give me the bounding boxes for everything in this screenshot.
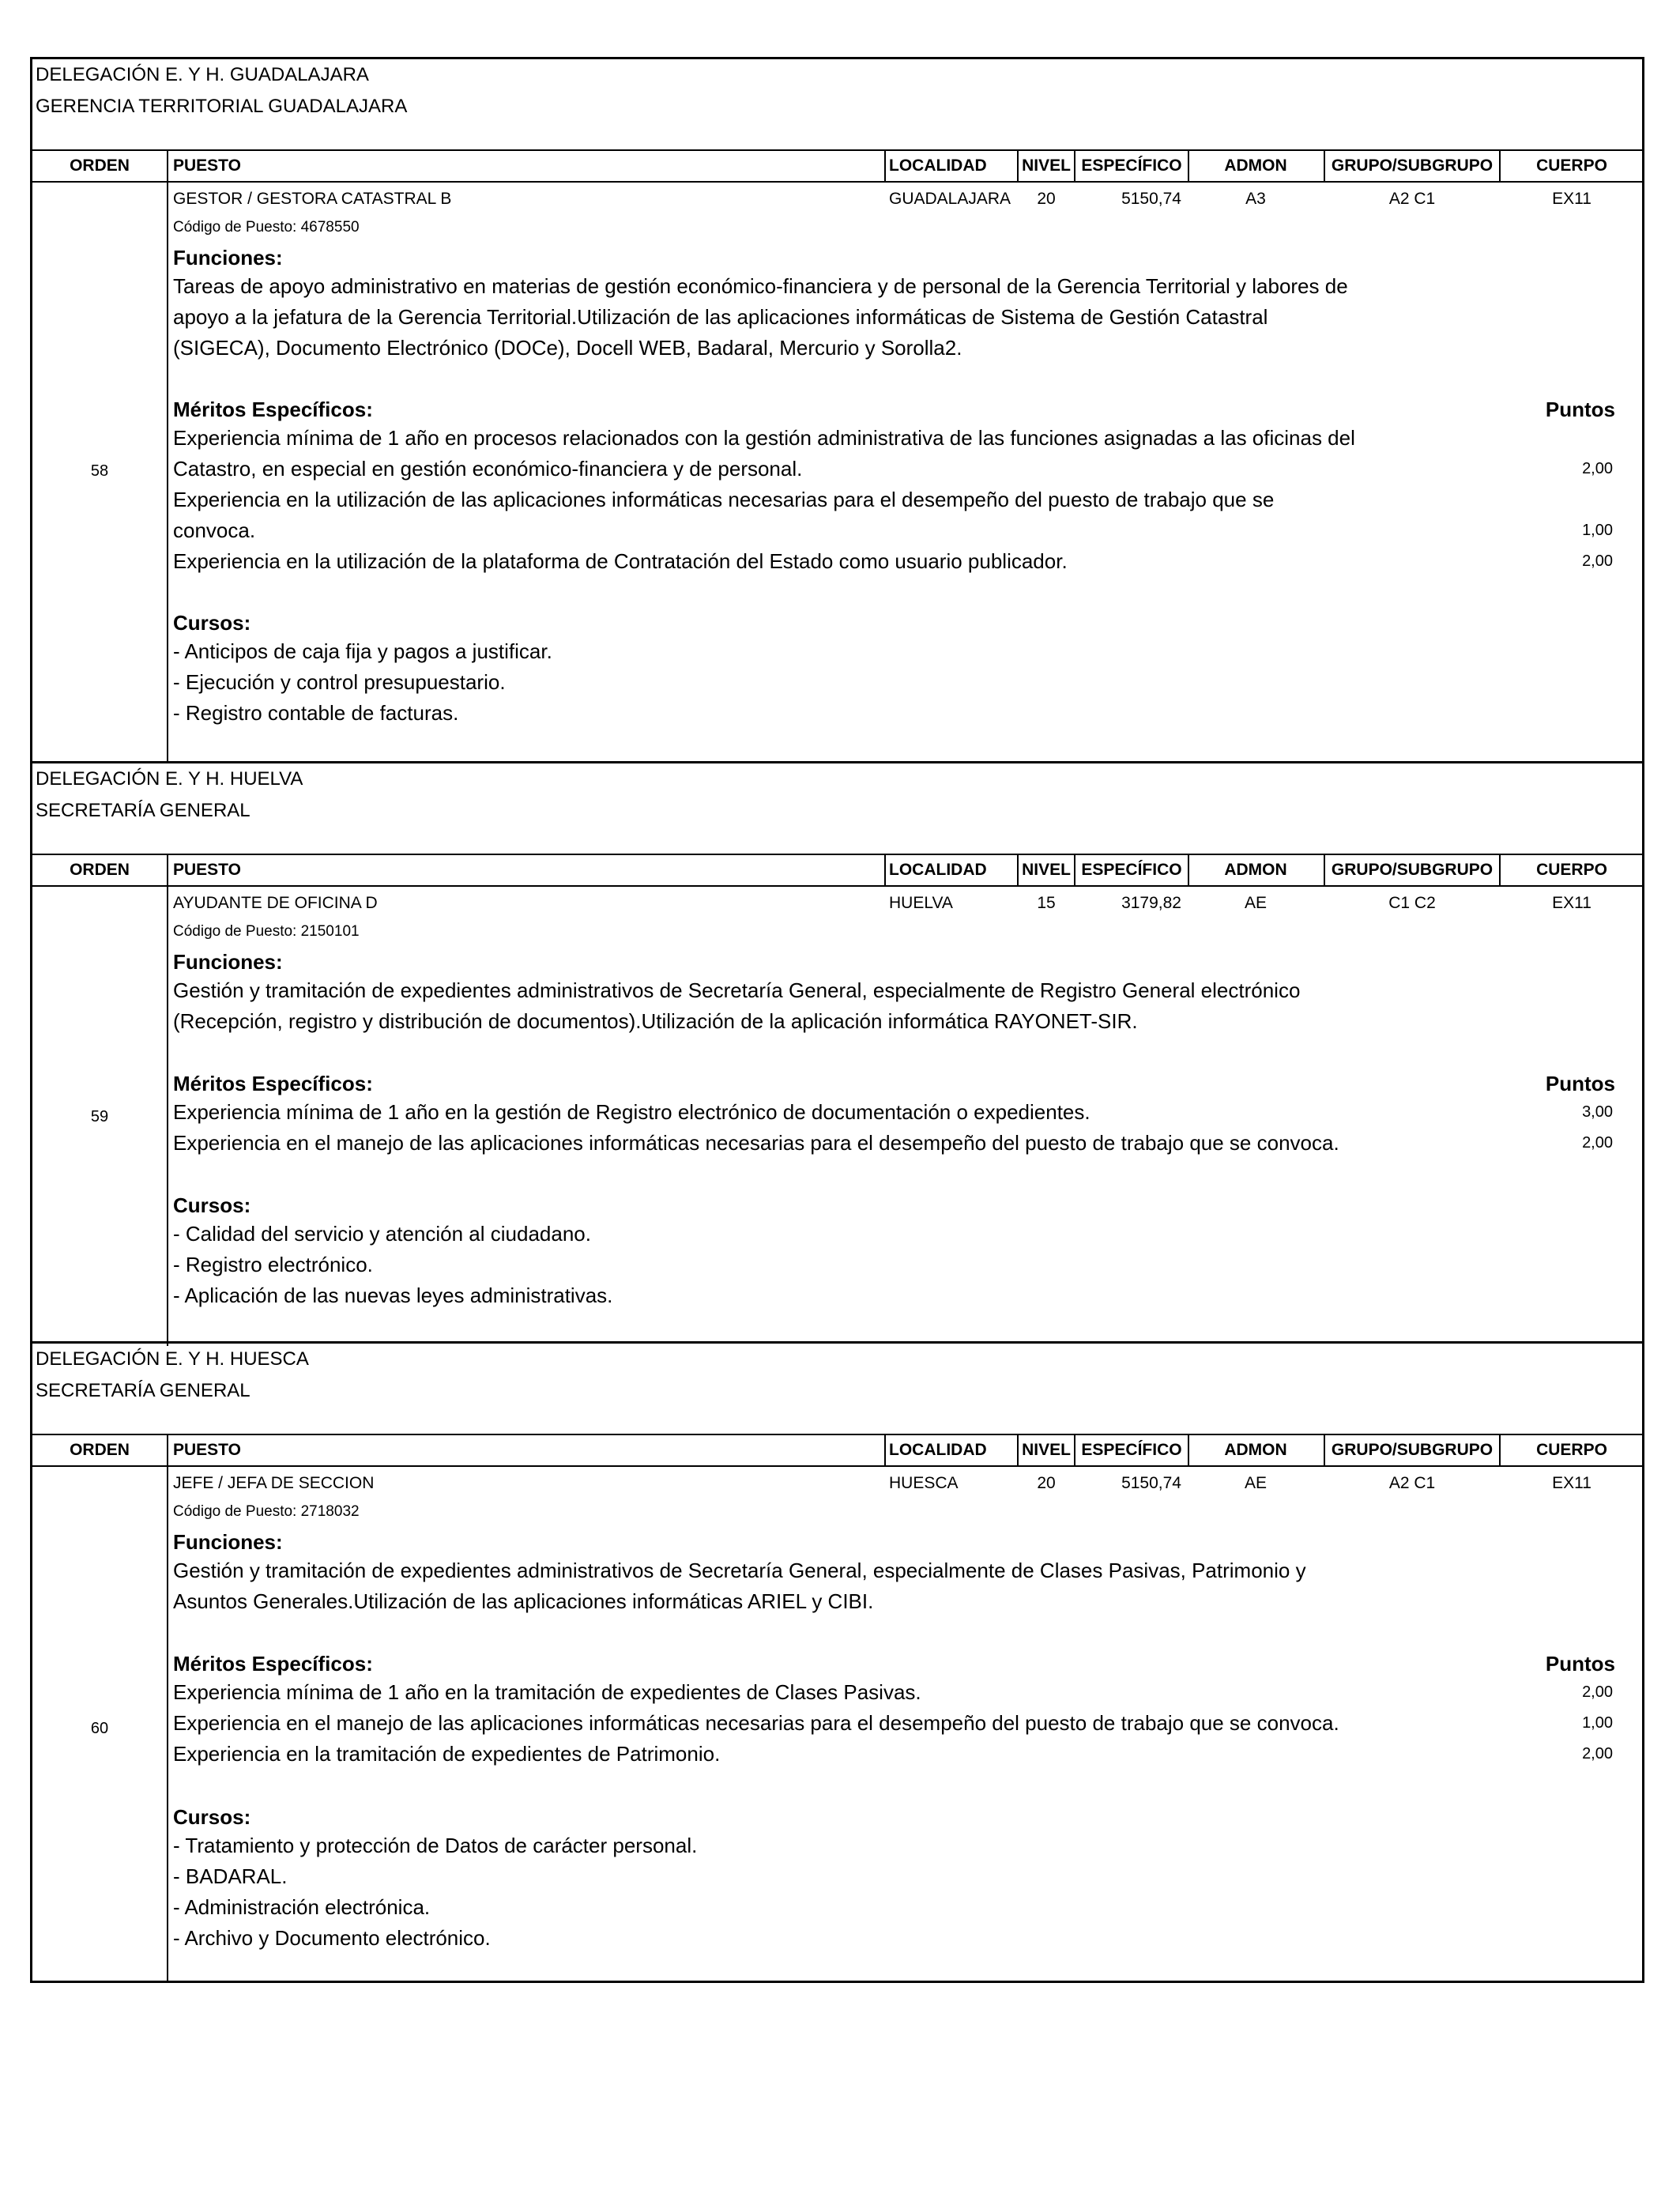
- orden-number: 58: [90, 462, 109, 480]
- puntos-label: Puntos: [1545, 1072, 1615, 1095]
- col-localidad: LOCALIDAD: [889, 156, 987, 175]
- position-section: [32, 761, 1642, 1346]
- col-nivel: NIVEL: [1022, 1441, 1071, 1459]
- curso-item: - BADARAL.: [173, 1864, 288, 1888]
- curso-item: - Registro electrónico.: [173, 1253, 373, 1276]
- especifico-value: 5150,74: [1121, 1474, 1181, 1492]
- funciones-text: apoyo a la jefatura de la Gerencia Territorial.Utilización de las aplicaciones informáticas de Sistema de Gestión Catastral: [173, 305, 1268, 329]
- curso-item: - Aplicación de las nuevas leyes administrativas.: [173, 1284, 613, 1307]
- col-grupo: GRUPO/SUBGRUPO: [1331, 1441, 1494, 1459]
- merito-puntos: 1,00: [1582, 1714, 1613, 1732]
- col-especifico: ESPECÍFICO: [1081, 861, 1182, 879]
- delegacion-title: DELEGACIÓN E. Y H. HUESCA: [36, 1348, 309, 1370]
- col-orden: ORDEN: [70, 156, 130, 175]
- nivel-value: 15: [1037, 894, 1056, 912]
- curso-item: - Administración electrónica.: [173, 1895, 431, 1919]
- cuerpo-value: EX11: [1552, 190, 1591, 208]
- codigo-puesto: Código de Puesto: 2718032: [173, 1503, 360, 1520]
- meritos-label: Méritos Específicos:: [173, 398, 373, 421]
- column-header-row: [32, 854, 1642, 887]
- merito-text: Experiencia en la utilización de la plataforma de Contratación del Estado como usuario publicador.: [173, 549, 1068, 573]
- nivel-value: 20: [1037, 190, 1056, 208]
- position-body: [32, 887, 1642, 1346]
- col-orden: ORDEN: [70, 861, 130, 879]
- merito-text: Experiencia en la utilización de las aplicaciones informáticas necesarias para el desempeño del puesto de trabajo que se: [173, 488, 1275, 511]
- grupo-value: A2 C1: [1388, 1474, 1436, 1492]
- curso-item: - Ejecución y control presupuestario.: [173, 670, 506, 694]
- cursos-label: Cursos:: [173, 611, 251, 635]
- especifico-value: 5150,74: [1121, 190, 1181, 208]
- puesto-name: GESTOR / GESTORA CATASTRAL B: [173, 190, 452, 208]
- especifico-value: 3179,82: [1121, 894, 1181, 912]
- merito-puntos: 2,00: [1582, 1683, 1613, 1701]
- localidad-value: GUADALAJARA: [889, 190, 1011, 208]
- col-orden: ORDEN: [70, 1441, 130, 1459]
- codigo-puesto: Código de Puesto: 2150101: [173, 923, 360, 940]
- puesto-name: AYUDANTE DE OFICINA D: [173, 894, 378, 912]
- puesto-name: JEFE / JEFA DE SECCION: [173, 1474, 375, 1492]
- meritos-label: Méritos Específicos:: [173, 1652, 373, 1676]
- merito-text: Catastro, en especial en gestión económico-financiera y de personal.: [173, 457, 803, 481]
- cuerpo-value: EX11: [1552, 894, 1591, 912]
- nivel-value: 20: [1037, 1474, 1056, 1492]
- merito-text: Experiencia mínima de 1 año en la tramitación de expedientes de Clases Pasivas.: [173, 1680, 921, 1704]
- merito-text: Experiencia en el manejo de las aplicaciones informáticas necesarias para el desempeño del puesto de trabajo que se convoca.: [173, 1711, 1339, 1735]
- col-admon: ADMON: [1224, 861, 1287, 879]
- col-especifico: ESPECÍFICO: [1081, 1441, 1182, 1459]
- merito-puntos: 3,00: [1582, 1103, 1613, 1121]
- position-body: [32, 183, 1642, 763]
- col-admon: ADMON: [1224, 1441, 1287, 1459]
- cursos-label: Cursos:: [173, 1805, 251, 1829]
- puntos-label: Puntos: [1545, 398, 1615, 421]
- merito-puntos: 2,00: [1582, 1745, 1613, 1762]
- merito-puntos: 1,00: [1582, 522, 1613, 539]
- curso-item: - Tratamiento y protección de Datos de carácter personal.: [173, 1834, 698, 1857]
- col-admon: ADMON: [1224, 156, 1287, 175]
- curso-item: - Archivo y Documento electrónico.: [173, 1926, 491, 1950]
- col-nivel: NIVEL: [1022, 861, 1071, 879]
- col-puesto: PUESTO: [173, 861, 241, 879]
- col-cuerpo: CUERPO: [1536, 861, 1607, 879]
- column-header-row: [32, 149, 1642, 183]
- funciones-text: Tareas de apoyo administrativo en materias de gestión económico-financiera y de personal de la Gerencia Territorial y labores de: [173, 274, 1348, 298]
- funciones-text: Asuntos Generales.Utilización de las aplicaciones informáticas ARIEL y CIBI.: [173, 1589, 874, 1613]
- admon-value: AE: [1244, 894, 1267, 912]
- merito-text: Experiencia en la tramitación de expedientes de Patrimonio.: [173, 1742, 721, 1766]
- col-puesto: PUESTO: [173, 1441, 241, 1459]
- curso-item: - Calidad del servicio y atención al ciudadano.: [173, 1222, 591, 1246]
- localidad-value: HUESCA: [889, 1474, 959, 1492]
- curso-item: - Anticipos de caja fija y pagos a justificar.: [173, 639, 552, 663]
- col-grupo: GRUPO/SUBGRUPO: [1331, 156, 1494, 175]
- funciones-text: Gestión y tramitación de expedientes administrativos de Secretaría General, especialmente de Clases Pasivas, Patrimonio y: [173, 1559, 1306, 1582]
- unidad-title: SECRETARÍA GENERAL: [36, 1380, 250, 1401]
- funciones-text: (SIGECA), Documento Electrónico (DOCe), Docell WEB, Badaral, Mercurio y Sorolla2.: [173, 336, 962, 360]
- merito-puntos: 2,00: [1582, 552, 1613, 570]
- col-cuerpo: CUERPO: [1536, 156, 1607, 175]
- meritos-label: Méritos Específicos:: [173, 1072, 373, 1095]
- col-localidad: LOCALIDAD: [889, 861, 987, 879]
- position-section: [32, 59, 1642, 763]
- col-cuerpo: CUERPO: [1536, 1441, 1607, 1459]
- localidad-value: HUELVA: [889, 894, 953, 912]
- delegacion-title: DELEGACIÓN E. Y H. GUADALAJARA: [36, 64, 369, 85]
- codigo-puesto: Código de Puesto: 4678550: [173, 219, 360, 236]
- funciones-label: Funciones:: [173, 950, 283, 974]
- unidad-title: SECRETARÍA GENERAL: [36, 800, 250, 821]
- orden-number: 60: [90, 1720, 109, 1737]
- merito-puntos: 2,00: [1582, 1134, 1613, 1152]
- admon-value: A3: [1245, 190, 1266, 208]
- col-localidad: LOCALIDAD: [889, 1441, 987, 1459]
- position-body: [32, 1467, 1642, 1983]
- column-header-row: [32, 1434, 1642, 1467]
- cursos-label: Cursos:: [173, 1193, 251, 1217]
- puntos-label: Puntos: [1545, 1652, 1615, 1676]
- delegacion-title: DELEGACIÓN E. Y H. HUELVA: [36, 768, 303, 790]
- position-section: [32, 1341, 1642, 1983]
- merito-text: Experiencia en el manejo de las aplicaciones informáticas necesarias para el desempeño del puesto de trabajo que se convoca.: [173, 1131, 1339, 1155]
- orden-number: 59: [90, 1108, 109, 1125]
- col-especifico: ESPECÍFICO: [1081, 156, 1182, 175]
- merito-puntos: 2,00: [1582, 460, 1613, 477]
- funciones-label: Funciones:: [173, 1530, 283, 1554]
- unidad-title: GERENCIA TERRITORIAL GUADALAJARA: [36, 96, 408, 117]
- grupo-value: A2 C1: [1388, 190, 1436, 208]
- funciones-text: Gestión y tramitación de expedientes administrativos de Secretaría General, especialmente de Registro General electrónico: [173, 978, 1301, 1002]
- col-nivel: NIVEL: [1022, 156, 1071, 175]
- merito-text: Experiencia mínima de 1 año en la gestión de Registro electrónico de documentación o expedientes.: [173, 1100, 1090, 1124]
- col-grupo: GRUPO/SUBGRUPO: [1331, 861, 1494, 879]
- merito-text: convoca.: [173, 518, 256, 542]
- grupo-value: C1 C2: [1388, 894, 1436, 912]
- curso-item: - Registro contable de facturas.: [173, 701, 459, 725]
- merito-text: Experiencia mínima de 1 año en procesos relacionados con la gestión administrativa de las funciones asignadas a las oficinas del: [173, 426, 1355, 450]
- col-puesto: PUESTO: [173, 156, 241, 175]
- admon-value: AE: [1244, 1474, 1267, 1492]
- funciones-label: Funciones:: [173, 246, 283, 270]
- cuerpo-value: EX11: [1552, 1474, 1591, 1492]
- funciones-text: (Recepción, registro y distribución de documentos).Utilización de la aplicación informática RAYONET-SIR.: [173, 1009, 1138, 1033]
- document-table: [30, 57, 1644, 1983]
